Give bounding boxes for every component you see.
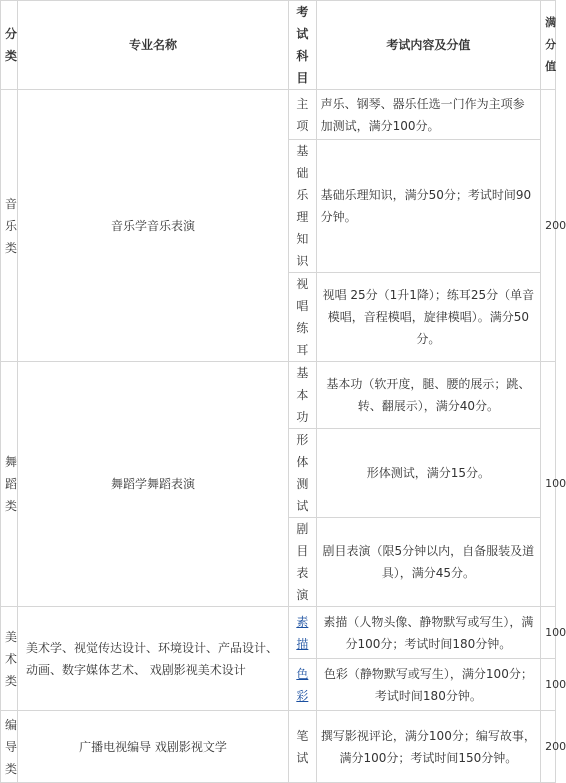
subject-cell xyxy=(289,607,317,659)
major-cell: 美术学、视觉传达设计、环境设计、产品设计、动画、数字媒体艺术、 戏剧影视美术设计 xyxy=(17,607,288,711)
subject-cell: 基本功 xyxy=(289,362,317,429)
table-row xyxy=(1,711,556,783)
content-cell: 基础乐理知识，满分50分；考试时间90分钟。 xyxy=(316,140,541,273)
content-cell: 声乐、钢琴、器乐任选一门作为主项参加测试，满分100分。 xyxy=(316,90,541,140)
header-major: 专业名称 xyxy=(17,1,288,90)
category-cell: 音乐类 xyxy=(1,90,18,362)
subject-link-sketch[interactable]: 素描 xyxy=(296,614,309,651)
header-content: 考试内容及分值 xyxy=(316,1,541,90)
content-cell: 基本功（软开度，腿、腰的展示；跳、转、翻展示），满分40分。 xyxy=(316,362,541,429)
table-row xyxy=(1,90,556,140)
score-cell: 100 xyxy=(541,362,556,607)
header-subject: 考试科目 xyxy=(289,1,317,90)
content-cell: 素描（人物头像、静物默写或写生），满分100分；考试时间180分钟。 xyxy=(316,607,541,659)
subject-cell: 形体测试 xyxy=(289,429,317,518)
subject-cell: 主项 xyxy=(289,90,317,140)
major-cell: 广播电视编导 戏剧影视文学 xyxy=(17,711,288,783)
category-cell: 美术类 xyxy=(1,607,18,711)
subject-cell: 基础乐理知识 xyxy=(289,140,317,273)
score-cell: 100 xyxy=(541,607,556,659)
score-cell: 100 xyxy=(541,659,556,711)
score-cell: 200 xyxy=(541,90,556,362)
score-cell: 200 xyxy=(541,711,556,783)
subject-link-color[interactable]: 色彩 xyxy=(296,666,309,703)
subject-cell: 笔试 xyxy=(289,711,317,783)
major-cell: 舞蹈学舞蹈表演 xyxy=(17,362,288,607)
content-cell: 视唱 25分（1升1降）；练耳25分（单音模唱，音程模唱，旋律模唱）。满分50分。 xyxy=(316,273,541,362)
header-score: 满分值 xyxy=(541,1,556,90)
table-row xyxy=(1,607,556,659)
category-cell: 舞蹈类 xyxy=(1,362,18,607)
header-category: 分类 xyxy=(1,1,18,90)
major-cell: 音乐学音乐表演 xyxy=(17,90,288,362)
content-cell: 剧目表演（限5分钟以内，自备服装及道具），满分45分。 xyxy=(316,518,541,607)
category-cell: 编导类 xyxy=(1,711,18,783)
subject-cell: 剧目表演 xyxy=(289,518,317,607)
content-cell: 撰写影视评论，满分100分；编写故事，满分100分；考试时间150分钟。 xyxy=(316,711,541,783)
subject-cell xyxy=(289,659,317,711)
subject-cell: 视唱练耳 xyxy=(289,273,317,362)
content-cell: 色彩（静物默写或写生），满分100分；考试时间180分钟。 xyxy=(316,659,541,711)
table-row xyxy=(1,362,556,429)
header-row xyxy=(1,1,556,90)
content-cell: 形体测试，满分15分。 xyxy=(316,429,541,518)
